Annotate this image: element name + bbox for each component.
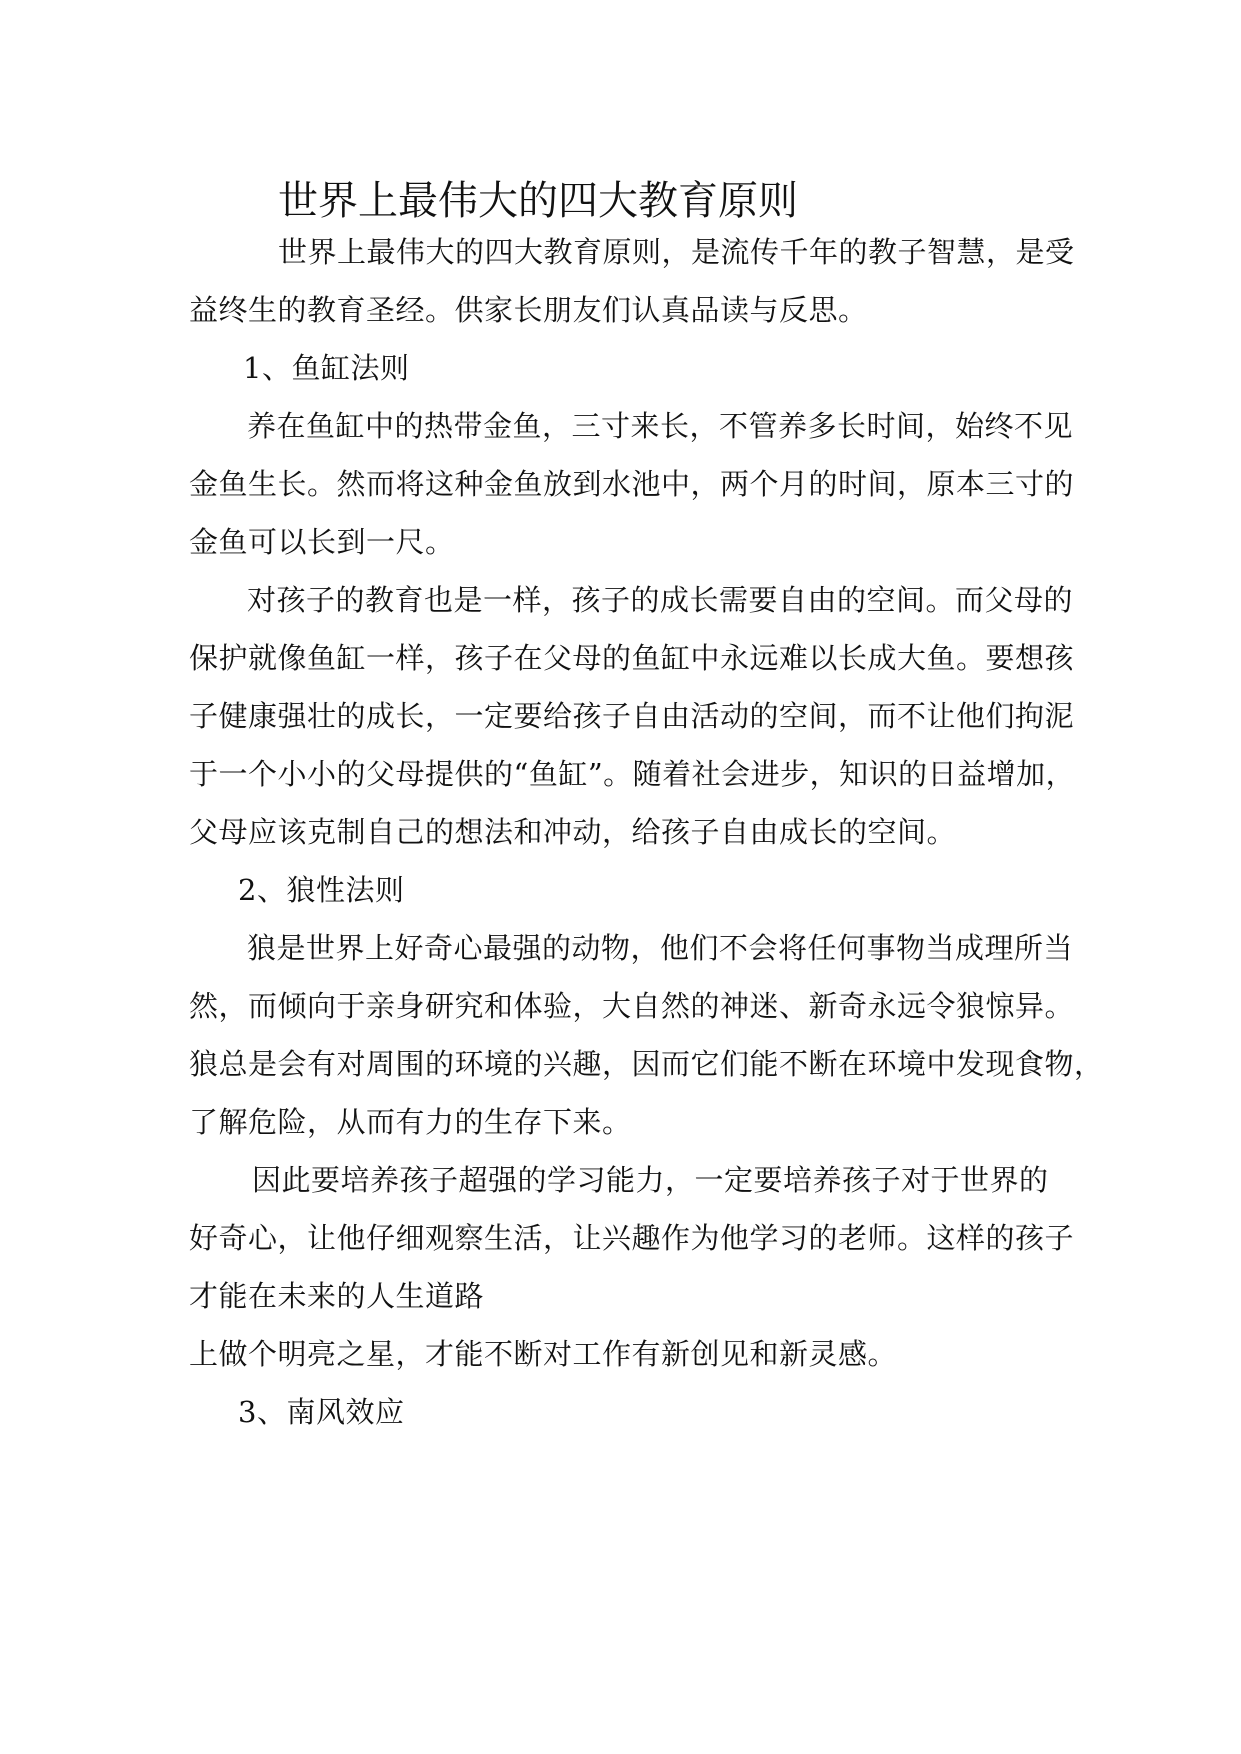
paragraph-line: 了解危险，从而有力的生存下来。: [189, 1105, 632, 1139]
paragraph-line: 好奇心，让他仔细观察生活，让兴趣作为他学习的老师。这样的孩子: [189, 1221, 1075, 1255]
paragraph-line: 父母应该克制自己的想法和冲动，给孩子自由成长的空间。: [189, 815, 957, 849]
paragraph-line: 金鱼可以长到一尺。: [189, 525, 455, 559]
paragraph-line: 世界上最伟大的四大教育原则，是流传千年的教子智慧，是受: [278, 235, 1075, 269]
paragraph-line: 然，而倾向于亲身研究和体验，大自然的神迷、新奇永远令狼惊异。: [189, 989, 1075, 1023]
section-heading: 2、狼性法则: [238, 873, 405, 907]
section-heading: 3、南风效应: [238, 1395, 405, 1429]
paragraph-line: 狼总是会有对周围的环境的兴趣，因而它们能不断在环境中发现食物，: [189, 1047, 1104, 1081]
paragraph-line: 狼是世界上好奇心最强的动物，他们不会将任何事物当成理所当: [247, 931, 1074, 965]
paragraph-line: 养在鱼缸中的热带金鱼，三寸来长，不管养多长时间，始终不见: [247, 409, 1074, 443]
paragraph-line: 上做个明亮之星，才能不断对工作有新创见和新灵感。: [189, 1337, 898, 1371]
paragraph-line: 于一个小小的父母提供的“鱼缸”。随着社会进步，知识的日益增加，: [189, 757, 1076, 791]
paragraph-line: 因此要培养孩子超强的学习能力，一定要培养孩子对于世界的: [252, 1163, 1049, 1197]
document-title: 世界上最伟大的四大教育原则: [278, 178, 798, 224]
paragraph-line: 子健康强壮的成长，一定要给孩子自由活动的空间，而不让他们拘泥: [189, 699, 1075, 733]
paragraph-line: 对孩子的教育也是一样，孩子的成长需要自由的空间。而父母的: [247, 583, 1074, 617]
section-heading: 1、鱼缸法则: [243, 351, 410, 385]
paragraph-line: 保护就像鱼缸一样，孩子在父母的鱼缸中永远难以长成大鱼。要想孩: [189, 641, 1075, 675]
paragraph-line: 益终生的教育圣经。供家长朋友们认真品读与反思。: [189, 293, 868, 327]
paragraph-line: 金鱼生长。然而将这种金鱼放到水池中，两个月的时间，原本三寸的: [189, 467, 1075, 501]
paragraph-line: 才能在未来的人生道路: [189, 1279, 485, 1313]
